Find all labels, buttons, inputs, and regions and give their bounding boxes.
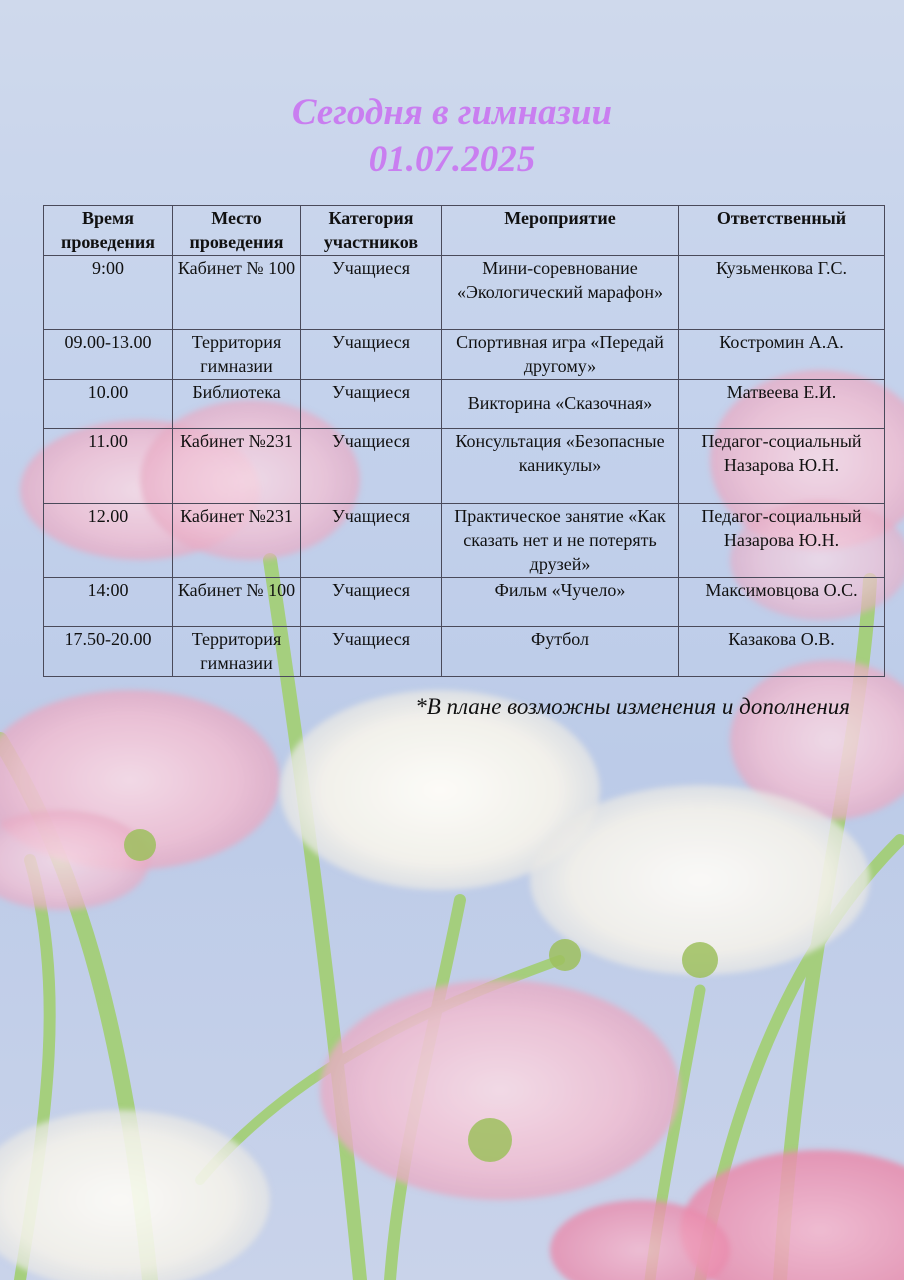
cell-category: Учащиеся [301,379,442,428]
cell-category: Учащиеся [301,577,442,626]
cell-event: Викторина «Сказочная» [442,379,679,428]
cell-responsible: Кузьменкова Г.С. [679,255,885,329]
cell-category: Учащиеся [301,626,442,676]
cell-responsible: Педагог-социальный Назарова Ю.Н. [679,503,885,577]
cell-event: Консультация «Безопасные каникулы» [442,428,679,503]
table-row [44,503,885,577]
cell-place: Кабинет №231 [173,503,301,577]
cell-place: Библиотека [173,379,301,428]
cell-time: 09.00-13.00 [44,329,173,379]
cell-category: Учащиеся [301,428,442,503]
cell-time: 12.00 [44,503,173,577]
page-date: 01.07.2025 [368,139,536,180]
column-header-time: Время проведения [44,206,173,256]
cell-time: 11.00 [44,428,173,503]
cell-responsible: Матвеева Е.И. [679,379,885,428]
cell-place: Кабинет № 100 [173,255,301,329]
changes-note: *В плане возможны изменения и дополнения [415,694,850,719]
table-header-row [44,206,885,256]
table-row [44,626,885,676]
cell-event: Практическое занятие «Как сказать нет и не потерять друзей» [442,503,679,577]
cell-event: Мини-соревнование «Экологический марафон» [442,255,679,329]
table-row [44,255,885,329]
cell-category: Учащиеся [301,329,442,379]
table-row [44,329,885,379]
cell-event: Спортивная игра «Передай другому» [442,329,679,379]
table-row [44,379,885,428]
schedule-table [43,205,885,677]
column-header-responsible: Ответственный [679,206,885,256]
cell-responsible: Педагог-социальный Назарова Ю.Н. [679,428,885,503]
cell-place: Территория гимназии [173,329,301,379]
cell-responsible: Максимовцова О.С. [679,577,885,626]
cell-place: Кабинет № 100 [173,577,301,626]
column-header-event: Мероприятие [442,206,679,256]
cell-category: Учащиеся [301,255,442,329]
cell-time: 9:00 [44,255,173,329]
cell-time: 17.50-20.00 [44,626,173,676]
cell-event: Фильм «Чучело» [442,577,679,626]
cell-time: 10.00 [44,379,173,428]
column-header-category: Категория участников [301,206,442,256]
page-title: Сегодня в гимназии [291,92,613,133]
cell-responsible: Костромин А.А. [679,329,885,379]
cell-time: 14:00 [44,577,173,626]
cell-event: Футбол [442,626,679,676]
column-header-place: Место проведения [173,206,301,256]
cell-category: Учащиеся [301,503,442,577]
cell-responsible: Казакова О.В. [679,626,885,676]
cell-place: Территория гимназии [173,626,301,676]
table-row [44,428,885,503]
table-row [44,577,885,626]
cell-place: Кабинет №231 [173,428,301,503]
